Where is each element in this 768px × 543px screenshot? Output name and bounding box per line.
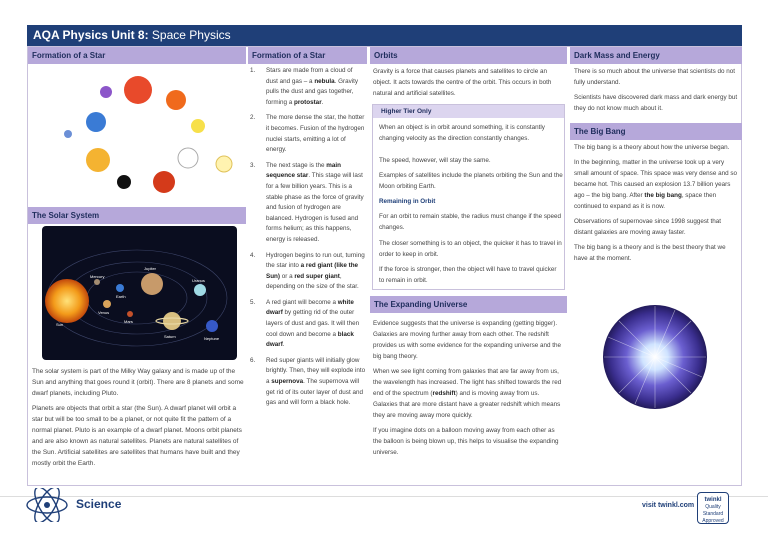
header-solar-system: The Solar System (28, 207, 246, 224)
blue-star (86, 112, 106, 132)
science-logo-icon (24, 488, 70, 522)
higher-tier-label: Higher Tier Only (373, 105, 564, 118)
solar-paragraph: Planets are objects that orbit a star (the Sun). A dwarf planet will orbit a star but will be too small to be a planet, or not quite fit the pattern of a normal planet. Pluto is an example of a dwarf planet. Moons orbit planets and are also known as natural satellites. Planets are natural satellites of the Sun. Artificial satellites are satellites that humans have built and they mostly orbit the Earth. (32, 405, 242, 467)
big-bang-text (574, 142, 738, 268)
dark-paragraph-1: There is so much about the universe that scientists do not fully understand. (574, 68, 736, 86)
jupiter-shape (141, 273, 163, 295)
step-number: 2. (250, 114, 256, 122)
title-sub: Space Physics (148, 28, 231, 42)
bigbang-paragraph-2: In the beginning, matter in the universe took up a very small amount of space. This space was very dense and so became hot. This caused an explosion 13.7 billion years ago – the big bang. After the big bang, space then continued to expand as it is now. (574, 159, 737, 210)
orange-star (166, 90, 186, 110)
venus-shape (103, 300, 111, 308)
solar-system-text (32, 366, 244, 473)
mars-shape (127, 311, 133, 317)
uranus-shape (194, 284, 206, 296)
formation-step-5 (250, 298, 366, 351)
nebula-dot (100, 86, 112, 98)
supernova-star (216, 156, 232, 172)
orbits-intro: Gravity is a force that causes planets and satellites to circle an object. It acts towards the centre of the orbit. This occurs in both natural and artificial satellites. (373, 68, 552, 97)
black-dwarf-star (117, 175, 131, 189)
header-big-bang: The Big Bang (570, 123, 742, 140)
step-text: A red giant will become a white dwarf by getting rid of the outer layers of dust and gas. It will then cool down and become a black dwarf. (266, 298, 360, 349)
expanding-text (373, 318, 565, 462)
ht-paragraph-2: The speed, however, will stay the same. (379, 157, 491, 164)
formation-step-4 (250, 251, 366, 293)
footer-visit-link[interactable]: visit twinkl.com (642, 502, 695, 509)
label-uranus: Uranus (192, 278, 205, 283)
bigbang-paragraph-3: Observations of supernovae since 1998 suggest that distant galaxies are moving away faster. (574, 218, 722, 236)
title-main: AQA Physics Unit 8: (33, 28, 149, 42)
red-giant-star (124, 76, 152, 104)
header-orbits: Orbits (370, 47, 567, 64)
label-sun: Sun (56, 322, 64, 327)
expanding-paragraph-3: If you imagine dots on a balloon moving away from each other as the balloon is being blown up, this helps to visualise the expanding universe. (373, 427, 559, 456)
expanding-paragraph-2: When we see light coming from galaxies that are far away from us, the wavelength has increased. The light has shifted towards the red end of the spectrum (redshift) and is moving away from us. Galaxies that are more distant have a greater redshift which means they are moving away more quickly. (373, 368, 562, 419)
twinkl-quality-badge (697, 492, 729, 524)
header-formation-col2: Formation of a Star (248, 47, 367, 64)
page-title-bar (27, 25, 742, 46)
badge-title: twinkl (704, 497, 722, 503)
remaining-in-orbit-title: Remaining in Orbit (379, 198, 436, 205)
white-dwarf-star (178, 148, 198, 168)
step-number: 1. (250, 67, 256, 74)
step-number: 6. (250, 356, 256, 364)
formation-step-2 (250, 113, 366, 155)
label-mars: Mars (124, 319, 133, 324)
formation-step-3 (250, 161, 366, 246)
header-dark-mass-energy: Dark Mass and Energy (570, 47, 742, 64)
ro-paragraph-2: The closer something is to an object, the quicker it has to travel in order to keep in orbit. (379, 240, 562, 258)
ro-paragraph-3: If the force is stronger, then the object will have to travel quicker to remain in orbit. (379, 266, 557, 284)
earth-shape (116, 284, 124, 292)
label-neptune: Neptune (204, 336, 220, 341)
step-text: Hydrogen begins to run out, turning the star into a red giant (like the Sun) or a red super giant, depending on the size of the star. (266, 251, 365, 291)
dark-paragraph-2: Scientists have discovered dark mass and dark energy but they do not know much about it. (574, 94, 738, 112)
ht-paragraph-1: When an object is in orbit around something, it is constantly changing velocity as the direction constantly changes. (379, 124, 545, 142)
step-number: 4. (250, 251, 256, 259)
sun-shape (45, 279, 89, 323)
header-expanding-universe: The Expanding Universe (370, 296, 567, 313)
step-text: Stars are made from a cloud of dust and gas – a nebula. Gravity pulls the dust and gas together, forming a protostar. (266, 67, 359, 106)
solar-system-image (42, 226, 237, 360)
step-number: 3. (250, 161, 256, 169)
step-text: The next stage is the main sequence star. This stage will last for a few billion years. This is a stable phase as the force of gravity and fusion of hydrogen are balanced. Hydrogen is fused and forms helium; as this happens, energy is released. (266, 161, 364, 243)
solar-paragraph: The solar system is part of the Milky Way galaxy and is made up of the Sun and anything that goes round it (orbit). There are 8 planets and some dwarf planets, including Pluto. (32, 368, 244, 397)
yellow-star (191, 119, 205, 133)
bigbang-paragraph-1: The big bang is a theory about how the universe began. (574, 144, 730, 151)
formation-step-6 (250, 356, 366, 409)
formation-step-1 (250, 66, 366, 108)
ht-paragraph-3: Examples of satellites include the planets orbiting the Sun and the Moon orbiting Earth. (379, 172, 563, 190)
star-lifecycle-image (28, 64, 246, 202)
protostar-dot (64, 130, 72, 138)
main-sequence-star (86, 148, 110, 172)
label-jupiter: Jupiter (144, 266, 157, 271)
header-formation-col1: Formation of a Star (28, 47, 246, 64)
expanding-paragraph-1: Evidence suggests that the universe is expanding (getting bigger). Galaxies are moving further away from each other. The redshift provides us with some evidence for the expanding universe and the big bang theory. (373, 320, 561, 360)
label-venus: Venus (98, 310, 110, 315)
saturn-shape (163, 312, 181, 330)
bigbang-paragraph-4: The big bang is a theory and is the best theory that we have at the moment. (574, 244, 726, 262)
dark-text (574, 66, 738, 118)
ro-paragraph-1: For an orbit to remain stable, the radius must change if the speed changes. (379, 213, 562, 231)
label-saturn: Saturn (164, 334, 176, 339)
formation-steps-list (250, 66, 366, 414)
footer-subject: Science (76, 497, 122, 511)
step-text: The more dense the star, the hotter it becomes. Fusion of the hydrogen nuclei starts, emitting a lot of energy. (266, 114, 365, 154)
red-supergiant-star (153, 171, 175, 193)
step-number: 5. (250, 298, 256, 306)
step-text: Red super giants will initially glow brightly. Then, they will explode into a supernova. The supernova will get rid of its outer layer of dust and gas and will form a black hole. (266, 356, 366, 407)
mercury-shape (94, 279, 100, 285)
neptune-shape (206, 320, 218, 332)
label-mercury: Mercury (90, 274, 105, 279)
label-earth: Earth (116, 294, 126, 299)
badge-caption: Quality Standard Approved (702, 504, 724, 524)
galaxy-burst-image (600, 302, 710, 412)
